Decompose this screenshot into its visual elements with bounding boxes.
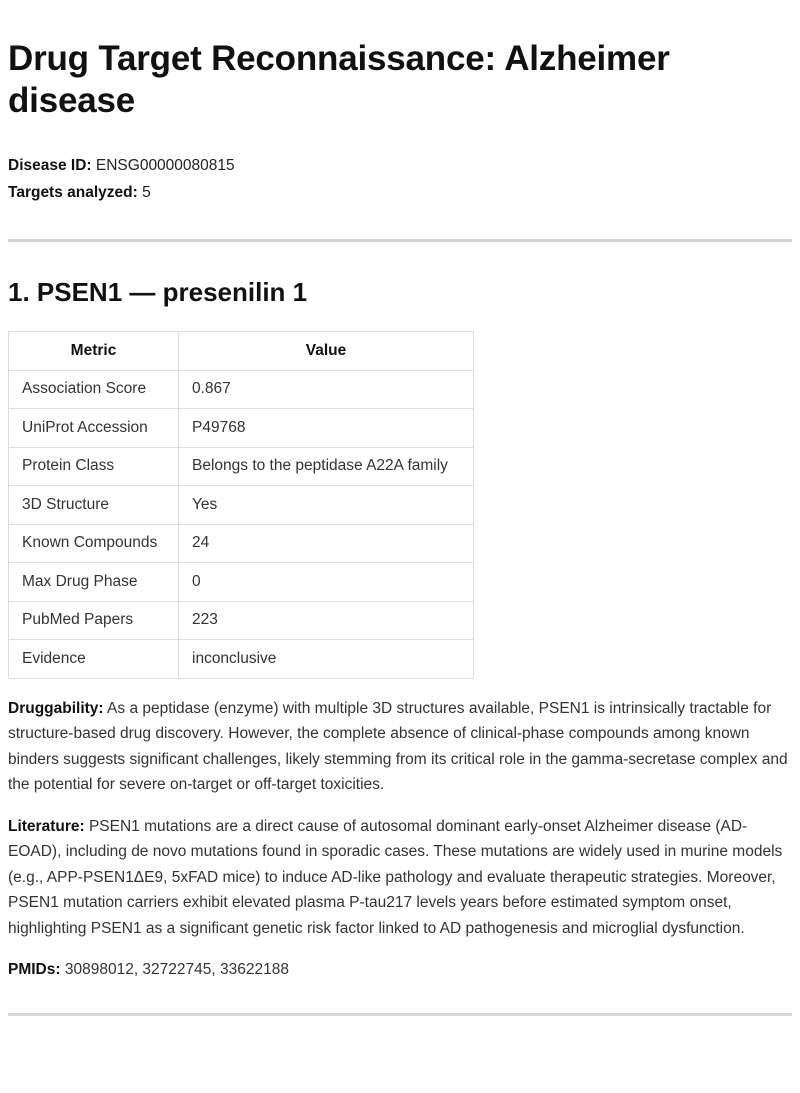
table-header-row xyxy=(9,332,474,371)
metric-cell: Association Score xyxy=(9,370,179,409)
targets-analyzed-label: Targets analyzed: xyxy=(8,184,138,201)
disease-id-line xyxy=(8,152,792,179)
value-cell: inconclusive xyxy=(179,640,474,679)
table-row xyxy=(9,563,474,602)
targets-analyzed-value: 5 xyxy=(142,184,151,201)
section-divider xyxy=(8,1013,792,1016)
druggability-text: As a peptidase (enzyme) with multiple 3D structures available, PSEN1 is intrinsically tractable for structure-based drug discovery. However, the complete absence of clinical-phase compounds among known binders suggests significant challenges, likely stemming from its critical role in the gamma-secretase complex and the potential for severe on-target or off-target toxicities. xyxy=(8,699,788,793)
value-cell: Yes xyxy=(179,486,474,525)
value-cell: 223 xyxy=(179,601,474,640)
table-row xyxy=(9,486,474,525)
table-row xyxy=(9,601,474,640)
druggability-paragraph xyxy=(8,696,792,798)
header-metric: Metric xyxy=(9,332,179,371)
value-cell: 0.867 xyxy=(179,370,474,409)
disease-id-label: Disease ID: xyxy=(8,157,92,174)
metric-cell: PubMed Papers xyxy=(9,601,179,640)
header-value: Value xyxy=(179,332,474,371)
value-cell: 24 xyxy=(179,524,474,563)
disease-id-value: ENSG00000080815 xyxy=(95,157,235,174)
literature-paragraph xyxy=(8,814,792,942)
metric-cell: Protein Class xyxy=(9,447,179,486)
value-cell: P49768 xyxy=(179,409,474,448)
table-row xyxy=(9,524,474,563)
table-row xyxy=(9,409,474,448)
table-row xyxy=(9,447,474,486)
metric-cell: UniProt Accession xyxy=(9,409,179,448)
literature-label: Literature: xyxy=(8,817,85,835)
table-row xyxy=(9,370,474,409)
target-heading: 1. PSEN1 — presenilin 1 xyxy=(8,277,308,307)
section-divider xyxy=(8,239,792,242)
table-row xyxy=(9,640,474,679)
metric-cell: Max Drug Phase xyxy=(9,563,179,602)
druggability-label: Druggability: xyxy=(8,699,104,717)
targets-analyzed-line xyxy=(8,179,792,206)
pmids-label: PMIDs: xyxy=(8,961,61,978)
report-meta xyxy=(8,152,792,206)
metrics-table xyxy=(8,331,474,679)
pmids-paragraph xyxy=(8,957,792,983)
metric-cell: Evidence xyxy=(9,640,179,679)
value-cell: Belongs to the peptidase A22A family xyxy=(179,447,474,486)
value-cell: 0 xyxy=(179,563,474,602)
page-title: Drug Target Reconnaissance: Alzheimer disease xyxy=(8,39,670,120)
pmids-value: 30898012, 32722745, 33622188 xyxy=(64,961,289,978)
literature-text: PSEN1 mutations are a direct cause of autosomal dominant early-onset Alzheimer disease (AD-EOAD), including de novo mutations found in sporadic cases. These mutations are widely used in murine models (e.g., APP-PSEN1ΔE9, 5xFAD mice) to induce AD-like pathology and evaluate therapeutic strategies. Moreover, PSEN1 mutation carriers exhibit elevated plasma P-tau217 levels years before estimated symptom onset, highlighting PSEN1 as a significant genetic risk factor linked to AD pathogenesis and microglial dysfunction. xyxy=(8,817,783,937)
report-page xyxy=(0,38,800,1016)
metric-cell: 3D Structure xyxy=(9,486,179,525)
metric-cell: Known Compounds xyxy=(9,524,179,563)
